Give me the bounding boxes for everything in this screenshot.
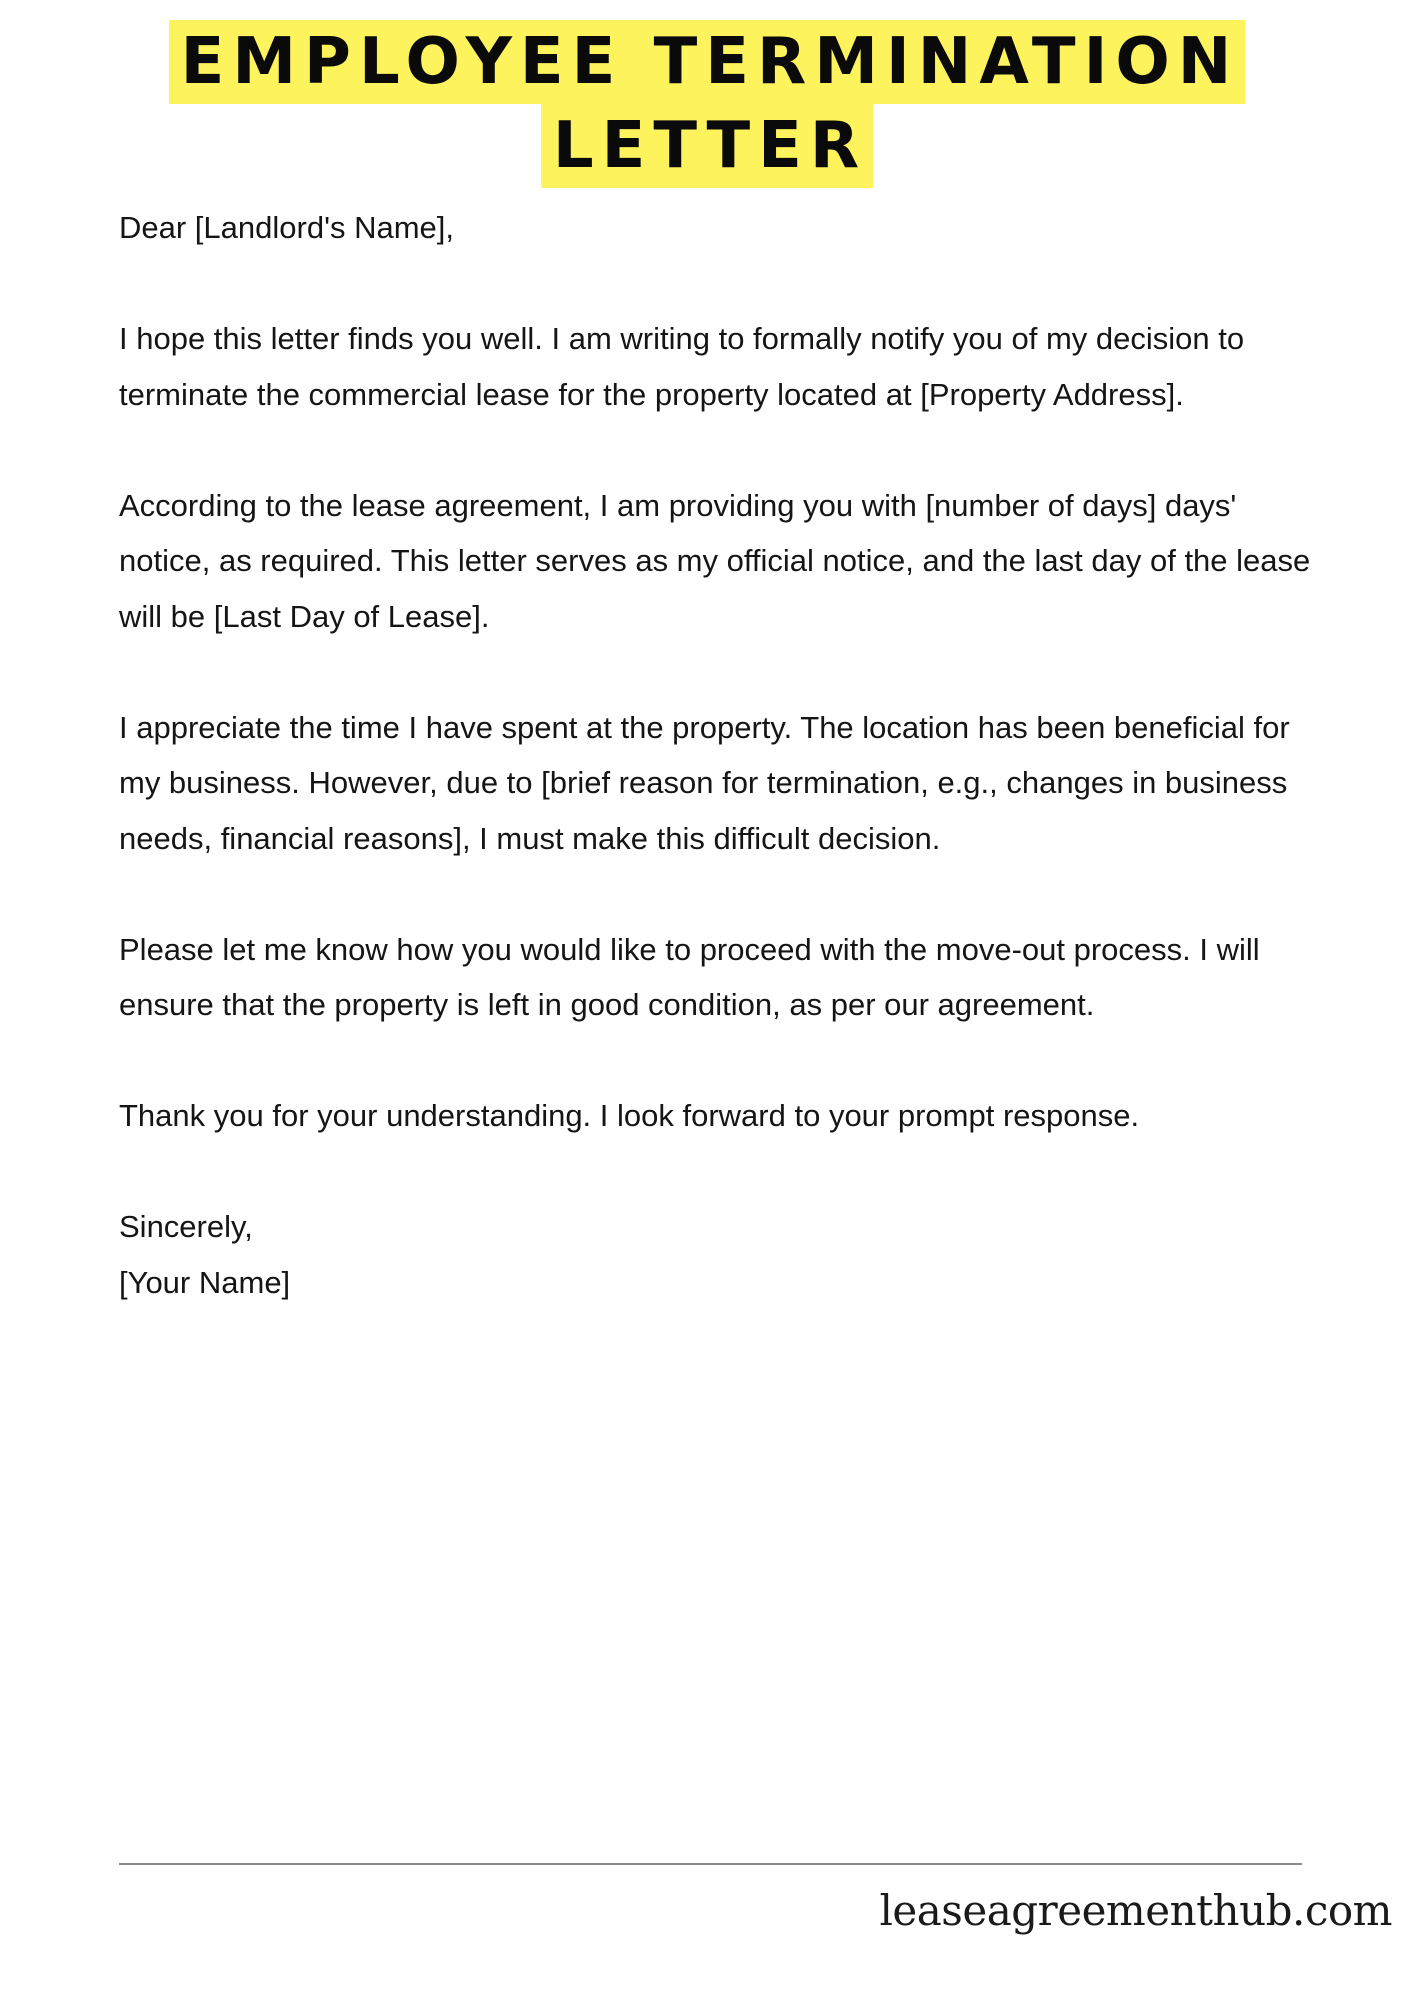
title-line-1: EMPLOYEE TERMINATION — [169, 20, 1246, 104]
document-title — [0, 20, 1414, 188]
footer-divider — [119, 1863, 1302, 1865]
letter-body — [119, 200, 1319, 1310]
paragraph-notification: I hope this letter finds you well. I am writing to formally notify you of my decision to terminate the commercial lease for the property located at [Property Address]. — [119, 321, 1245, 412]
closing: Sincerely, — [119, 1209, 253, 1244]
salutation: Dear [Landlord's Name], — [119, 210, 455, 245]
paragraph-notice-period: According to the lease agreement, I am providing you with [number of days] days' notice, as required. This letter serves as my official notice, and the last day of the lease will be [Last Day of Lease]. — [119, 487, 1311, 634]
paragraph-move-out: Please let me know how you would like to proceed with the move-out process. I will ensure that the property is left in good condition, as per our agreement. — [119, 931, 1260, 1022]
title-line-2: LETTER — [541, 104, 873, 188]
paragraph-thanks: Thank you for your understanding. I look forward to your prompt response. — [119, 1098, 1140, 1133]
signature-name: [Your Name] — [119, 1264, 291, 1300]
paragraph-reason: I appreciate the time I have spent at the property. The location has been beneficial for my business. However, due to [brief reason for termination, e.g., changes in business needs, financial reasons], I must make this difficult decision. — [119, 709, 1290, 856]
brand-logo-text: leaseagreementhub.com — [879, 1886, 1392, 1935]
